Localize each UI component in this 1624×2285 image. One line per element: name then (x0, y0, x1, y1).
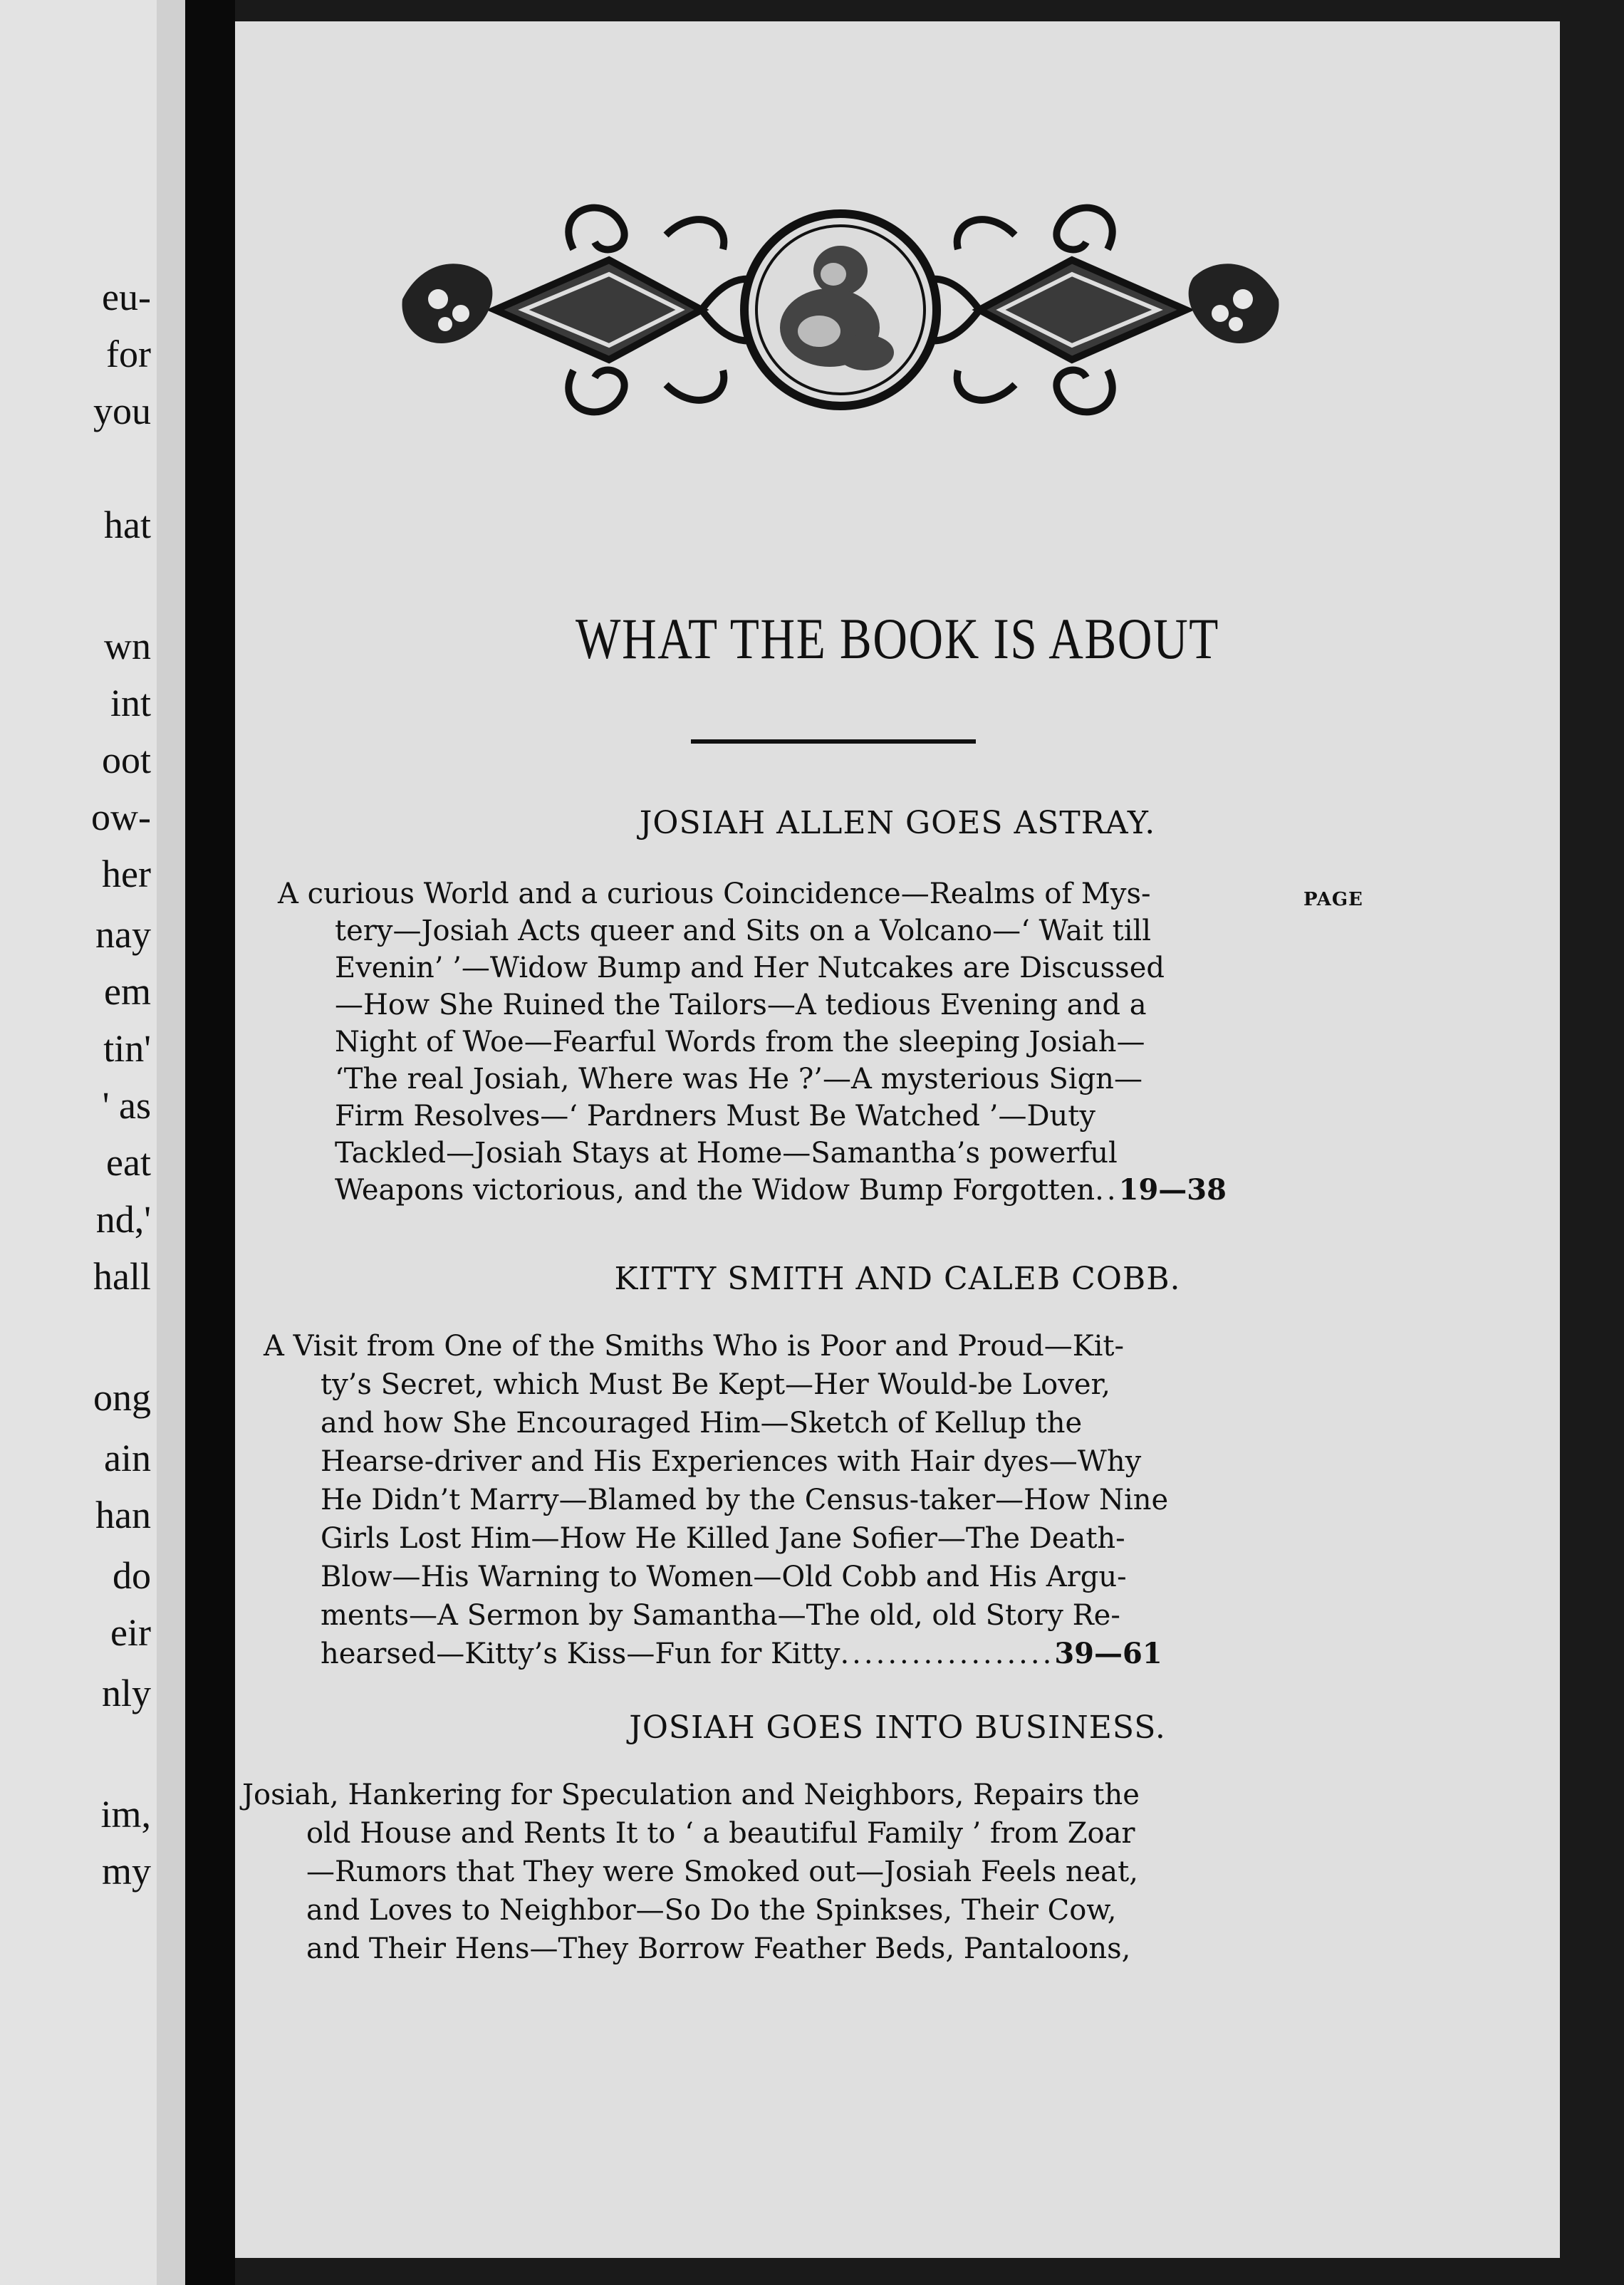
summary-line: ty’s Secret, which Must Be Kept—Her Would-be Lover, (321, 1368, 1110, 1401)
left-text-fragment: em (104, 970, 151, 1013)
left-text-fragment: nd,' (95, 1198, 151, 1241)
left-text-fragment: nly (101, 1672, 151, 1714)
summary-line: He Didn’t Marry—Blamed by the Census-taker—How Nine (321, 1484, 1169, 1516)
left-text-fragment: int (110, 682, 151, 724)
summary-line: Girls Lost Him—How He Killed Jane Sofier—The Death- (321, 1522, 1125, 1555)
summary-line: and Their Hens—They Borrow Feather Beds, Pantaloons, (306, 1932, 1131, 1965)
summary-line: —Rumors that They were Smoked out—Josiah Feels neat, (306, 1855, 1138, 1888)
left-text-fragment: you (93, 390, 151, 432)
left-text-fragment: her (102, 853, 151, 895)
left-text-fragment: tin' (103, 1027, 151, 1070)
left-text-fragment: eat (106, 1141, 151, 1184)
leader-dots: .................. (840, 1638, 1055, 1670)
summary-line: ‘The real Josiah, Where was He ?’—A mysterious Sign— (335, 1063, 1142, 1095)
left-text-fragment: hall (93, 1255, 151, 1298)
title-rule (691, 739, 976, 744)
left-text-fragment: my (101, 1850, 151, 1893)
left-text-fragment: do (113, 1554, 151, 1597)
page-title: WHAT THE BOOK IS ABOUT (576, 606, 1219, 671)
summary-line: ments—A Sermon by Samantha—The old, old Story Re- (321, 1599, 1120, 1632)
left-text-fragment: ' as (102, 1084, 151, 1127)
left-page-fragment (0, 0, 157, 2285)
summary-line: A Visit from One of the Smiths Who is Poor and Proud—Kit- (264, 1330, 1124, 1363)
summary-line: and how She Encouraged Him—Sketch of Kellup the (321, 1407, 1083, 1440)
ornament-headpiece-icon (395, 192, 1286, 427)
page-column-label: PAGE (1303, 889, 1363, 910)
summary-line: Blow—His Warning to Women—Old Cobb and His Argu- (321, 1561, 1127, 1593)
summary-line: tery—Josiah Acts queer and Sits on a Volcano—‘ Wait till (335, 915, 1152, 947)
summary-line: —How She Ruined the Tailors—A tedious Evening and a (335, 989, 1147, 1021)
left-text-fragment: for (106, 333, 151, 375)
summary-line: and Loves to Neighbor—So Do the Spinkses, Their Cow, (306, 1894, 1117, 1927)
summary-line: Tackled—Josiah Stays at Home—Samantha’s powerful (335, 1137, 1118, 1170)
summary-line (335, 1173, 1227, 1207)
summary-line: Evenin’ ’—Widow Bump and Her Nutcakes are Discussed (335, 952, 1165, 984)
page-gutter (157, 0, 185, 2285)
summary-line (321, 1637, 1162, 1670)
left-text-fragment: nay (95, 913, 151, 956)
left-text-fragment: hat (104, 504, 151, 546)
left-text-fragment: ong (93, 1376, 151, 1419)
book-page (235, 21, 1560, 2258)
left-text-fragment: eir (110, 1611, 151, 1654)
summary-line-text: Weapons victorious, and the Widow Bump Forgotten (335, 1174, 1095, 1207)
summary-line: Night of Woe—Fearful Words from the sleeping Josiah— (335, 1026, 1145, 1058)
page-range: 39—61 (1054, 1637, 1162, 1670)
left-text-fragment: wn (104, 625, 151, 667)
left-text-fragment: oot (101, 739, 151, 781)
left-text-fragment: im, (100, 1793, 151, 1836)
page-range: 19—38 (1118, 1173, 1227, 1207)
left-text-fragment: eu- (102, 276, 151, 318)
summary-line: old House and Rents It to ‘ a beautiful Family ’ from Zoar (306, 1817, 1135, 1850)
section-heading: JOSIAH GOES INTO BUSINESS. (629, 1709, 1166, 1746)
left-text-fragment: han (95, 1494, 151, 1536)
summary-line: Firm Resolves—‘ Pardners Must Be Watched ’—Duty (335, 1100, 1095, 1133)
summary-line: Hearse-driver and His Experiences with Hair dyes—Why (321, 1445, 1142, 1478)
section-heading: KITTY SMITH AND CALEB COBB. (614, 1261, 1181, 1297)
left-text-fragment: ow- (91, 796, 151, 838)
leader-dots: .. (1095, 1174, 1119, 1207)
book-spine-shadow (185, 0, 235, 2285)
summary-line: Josiah, Hankering for Speculation and Neighbors, Repairs the (242, 1779, 1140, 1811)
left-text-fragment: ain (104, 1437, 151, 1479)
section-heading: JOSIAH ALLEN GOES ASTRAY. (639, 805, 1156, 841)
summary-line-text: hearsed—Kitty’s Kiss—Fun for Kitty (321, 1638, 840, 1670)
summary-line: A curious World and a curious Coincidence—Realms of Mys- (278, 878, 1151, 910)
